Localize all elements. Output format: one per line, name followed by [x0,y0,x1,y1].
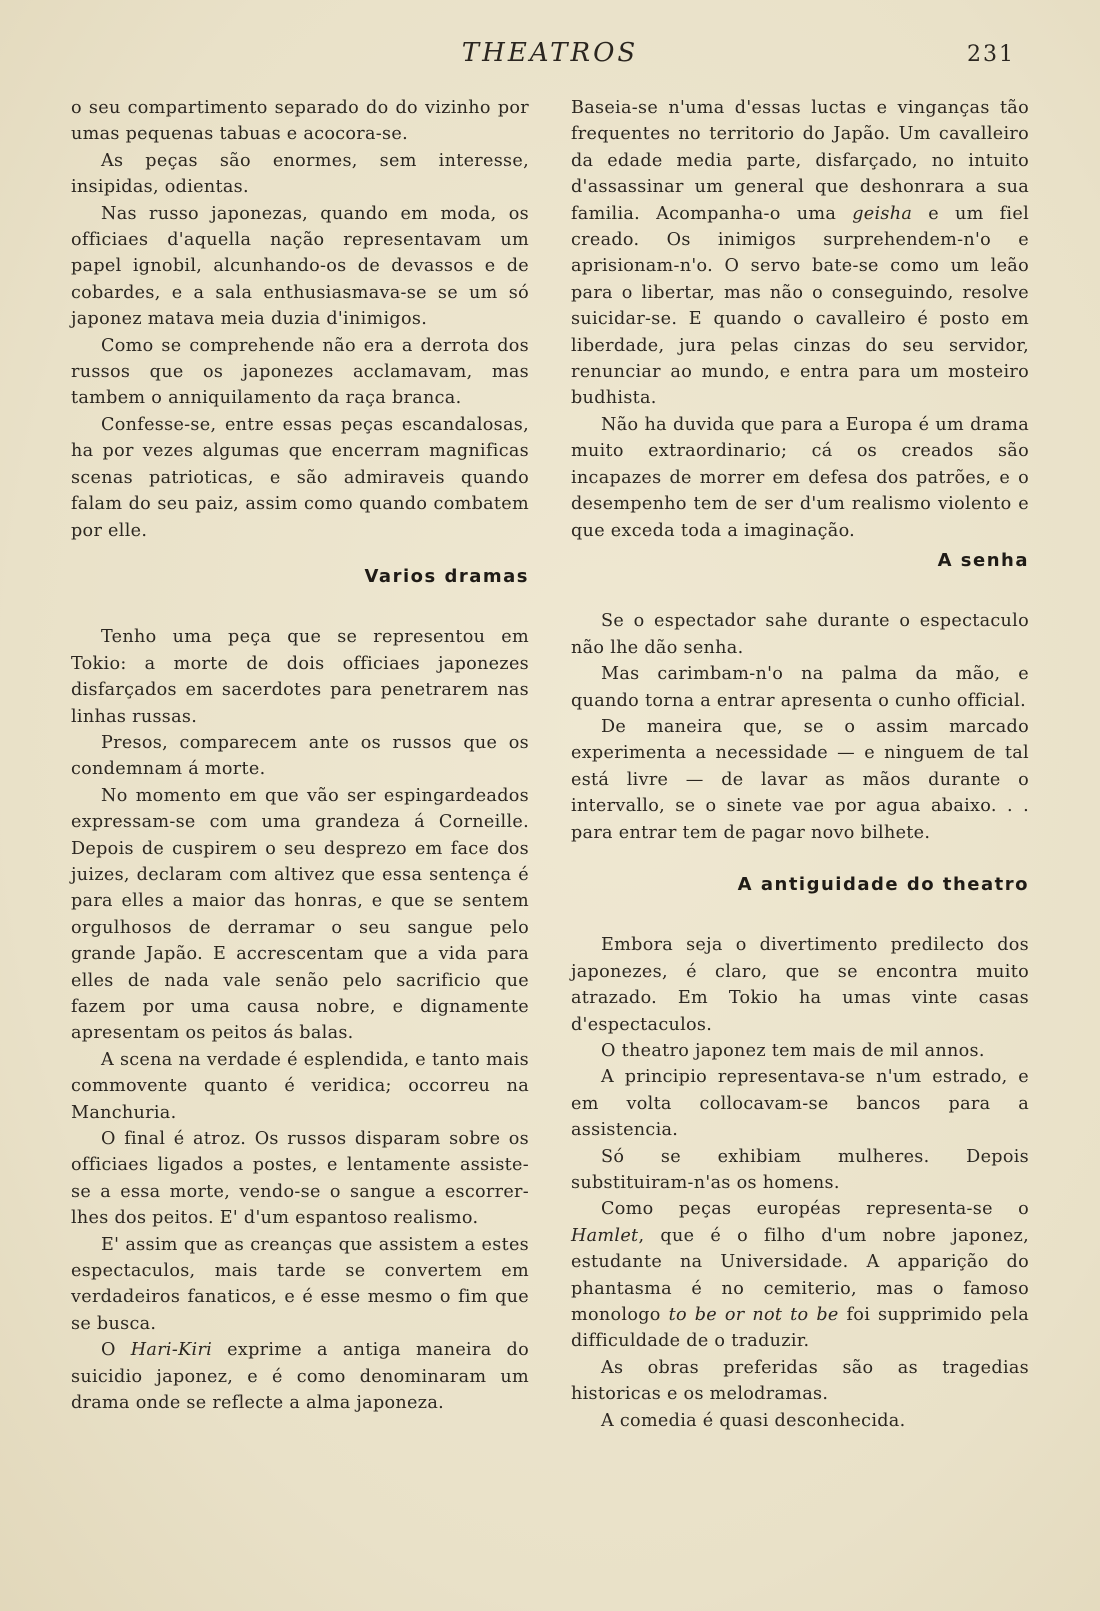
paragraph: Mas carimbam-n'o na palma da mão, e quando torna a entrar apresenta o cunho official. [571,664,1029,711]
paragraph: A scena na verdade é esplendida, e tanto mais commovente quanto é veridica; occorreu na Manchuria. [71,1049,529,1123]
italic-title: Hari-Kiri [130,1340,213,1361]
text-span: exprime a antiga maneira do suicidio japonez, e é como denominaram um drama onde se reflecte a alma japoneza. [71,1340,529,1414]
paragraph: Não ha duvida que para a Europa é um drama muito extraordinario; cá os creados são incapazes de morrer em defesa dos patrões, e o desempenho tem de ser d'um realismo violento e que exceda toda a imaginação. [571,414,1029,541]
text-span: foi supprimido pela difficuldade de o traduzir. [571,1305,1029,1352]
paragraph: As peças são enormes, sem interesse, insipidas, odientas. [71,150,529,198]
paragraph: Confesse-se, entre essas peças escandalosas, ha por vezes algumas que encerram magnificas scenas patrioticas, e são admiraveis quando falam do seu paiz, assim como quando combatem por elle. [71,414,529,541]
paragraph: Como se comprehende não era a derrota dos russos que os japonezes acclamavam, mas tambem o anniquilamento da raça branca. [71,335,529,409]
paragraph: Presos, comparecem ante os russos que os condemnam á morte. [71,732,529,780]
italic-quote: to be or not to be [668,1305,839,1326]
paragraph: As obras preferidas são as tragedias historicas e os melodramas. [571,1357,1029,1405]
section-heading-antiguidade: A antiguidade do theatro [737,873,1029,895]
text-span: e um fiel creado. Os inimigos surprehendem-n'o e aprisionam-n'o. O servo bate-se como um leão para o libertar, mas não o conseguindo, resolve suicidar-se. E quando o cavalleiro é posto em liberdade, jura pelas cinzas do seu servidor, renunciar ao mundo, e entra para um mosteiro budhista. [571,203,1029,409]
text-span: , que é o filho d'um nobre japonez, estudante na Universidade. A apparição do phantasma é no cemiterio, mas o famoso monologo [571,1225,1029,1326]
paragraph: A principio representava-se n'um estrado, e em volta collocavam-se bancos para a assistencia. [571,1067,1029,1141]
hari-kiri-paragraph [71,1337,529,1416]
text-span: O [101,1340,131,1361]
hamlet-paragraph [571,1196,1029,1354]
paragraph: A comedia é quasi desconhecida. [601,1410,906,1431]
italic-word: geisha [852,203,913,224]
running-header-title: THEATROS [461,38,639,68]
right-column [571,95,1029,1434]
paragraph: De maneira que, se o assim marcado experimenta a necessidade — e ninguem de tal está livre — de lavar as mãos durante o intervallo, se o sinete vae por agua abaixo. . . para entrar tem de pagar novo bilhete. [571,716,1029,843]
paragraph: E' assim que as creanças que assistem a estes espectaculos, mais tarde se convertem em verdadeiros fanaticos, e é esse mesmo o fim que se busca. [71,1234,529,1334]
paragraph: o seu compartimento separado do do vizinho por umas pequenas tabuas e acocora-se. [71,98,529,145]
paragraph: Só se exhibiam mulheres. Depois substituiram-n'as os homens. [571,1146,1029,1194]
paragraph [571,95,1029,412]
paragraph: No momento em que vão ser espingardeados expressam-se com uma grandeza á Corneille. Depois de cuspirem o seu desprezo em face dos juizes, declaram com altivez que essa sentença é para elles a maior das honras, e que se sentem orgulhosos de derramar o seu sangue pelo grande Japão. E accrescentam que a vida para elles de nada vale senão pelo sacrificio que fazem por uma causa nobre, e dignamente apresentam os peitos ás balas. [71,785,529,1044]
text-span: Baseia-se n'uma d'essas luctas e vinganças tão frequentes no territorio do Japão. Um cavalleiro da edade media parte, disfarçado, no intuito d'assassinar um general que deshonrara a sua familia. Acompanha-o uma [571,98,1029,224]
text-span: Como peças européas representa-se o [601,1199,1029,1220]
left-column [71,95,529,1417]
paragraph: O final é atroz. Os russos disparam sobre os officiaes ligados a postes, e lentamente assiste-se a essa morte, vendo-se o sangue a escorrer-lhes dos peitos. E' d'um espantoso realismo. [71,1129,529,1229]
section-heading-a-senha: A senha [937,549,1029,571]
paragraph: Embora seja o divertimento predilecto dos japonezes, é claro, que se encontra muito atrazado. Em Tokio ha umas vinte casas d'espectaculos. [571,935,1029,1035]
paragraph: Se o espectador sahe durante o espectaculo não lhe dão senha. [571,611,1029,658]
page-number: 231 [967,42,1015,67]
italic-title: Hamlet [571,1225,639,1246]
paragraph: O theatro japonez tem mais de mil annos. [601,1041,985,1061]
paragraph: Nas russo japonezas, quando em moda, os officiaes d'aquella nação representavam um papel ignobil, alcunhando-os de devassos e de cobardes, e a sala enthusiasmava-se se um só japonez matava meia duzia d'inimigos. [71,203,529,330]
section-heading-varios-dramas: Varios dramas [364,565,529,587]
paragraph: Tenho uma peça que se representou em Tokio: a morte de dois officiaes japonezes disfarçados em sacerdotes para penetrarem nas linhas russas. [71,627,529,727]
